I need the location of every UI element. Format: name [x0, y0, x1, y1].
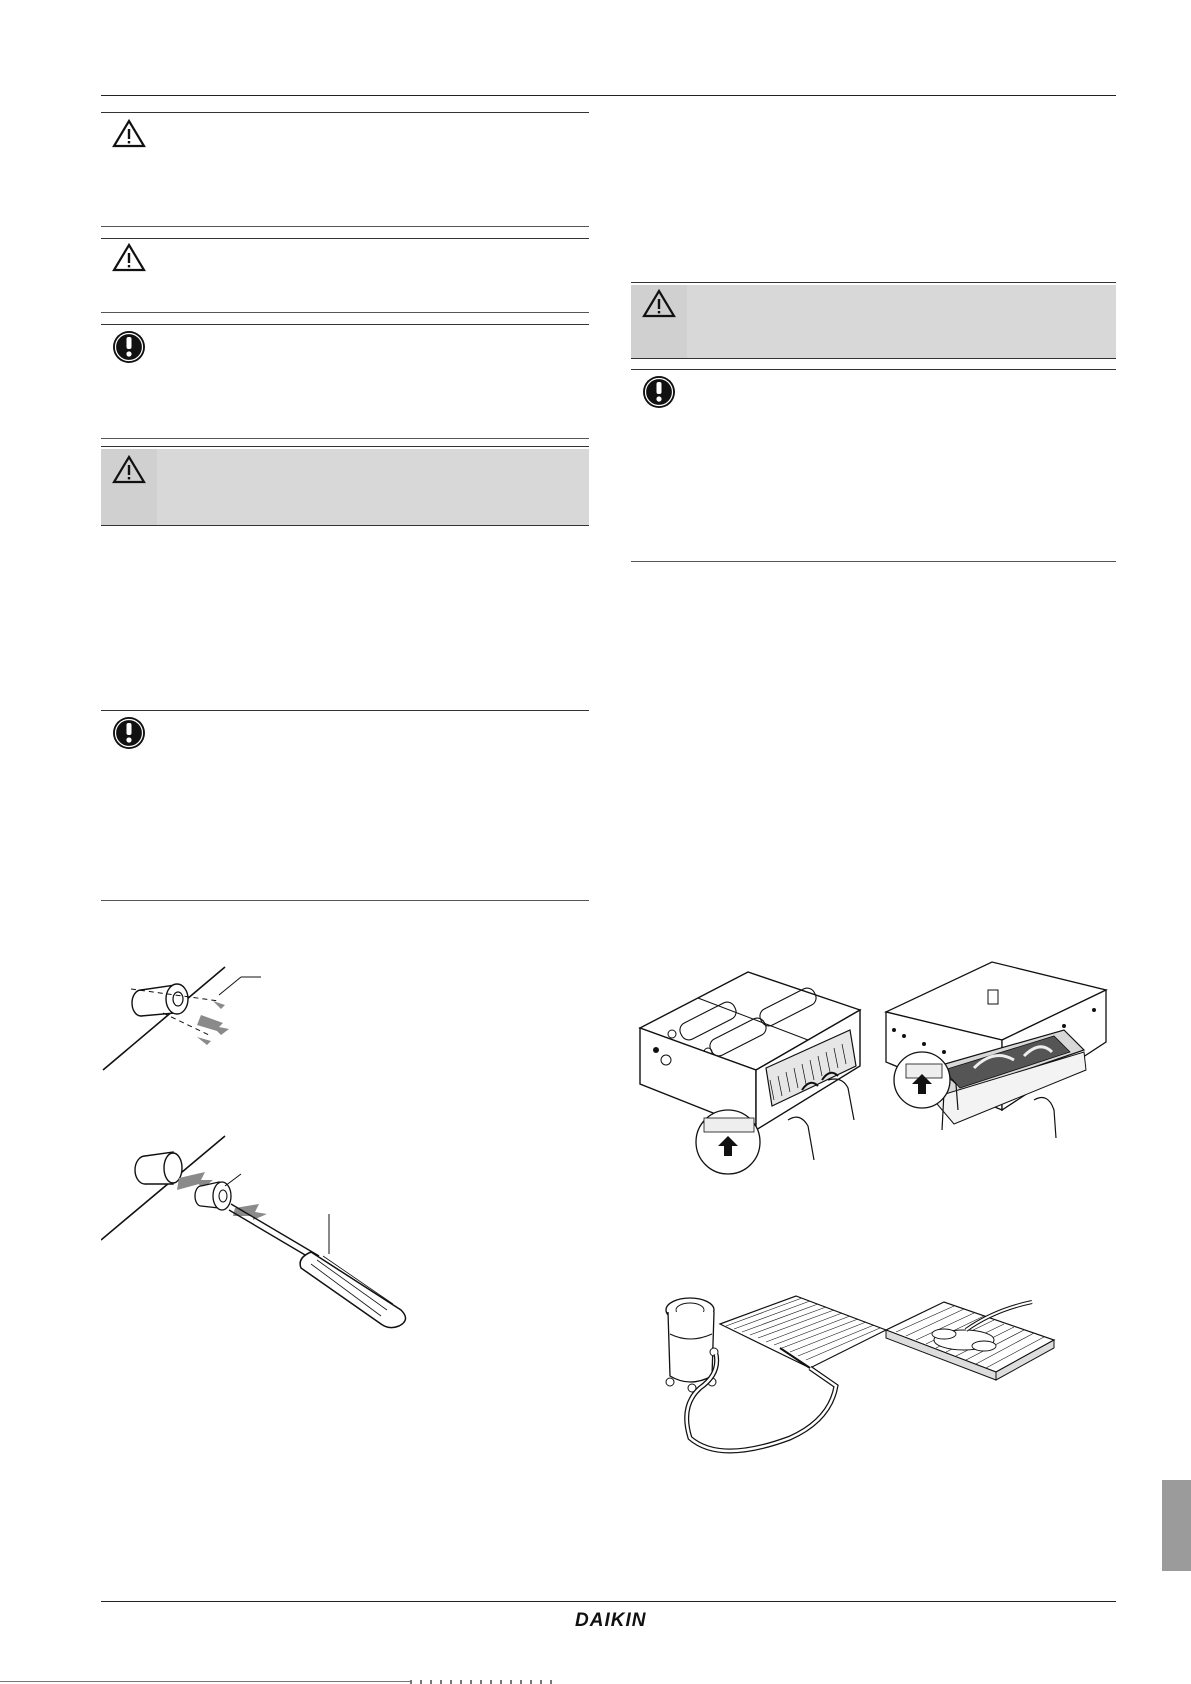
pipe-insulation-removal-figure [101, 955, 281, 1075]
caution-notice-1 [101, 114, 157, 226]
warning-notice-2 [631, 286, 687, 326]
notice-top-rule [631, 282, 1116, 283]
unit-filter-removal-figure [638, 970, 870, 1180]
daikin-logo: DAIKIN [575, 1610, 647, 1631]
warning-triangle-icon [101, 114, 157, 154]
notice-bottom-rule [631, 358, 1116, 359]
footer-rule [101, 1601, 1116, 1602]
warning-notice-box [631, 285, 1116, 358]
notice-top-rule [101, 112, 589, 113]
pipe-insulation-screwdriver-figure [101, 1134, 421, 1334]
notice-bottom-rule [631, 561, 1116, 562]
important-notice-2 [101, 712, 157, 900]
notice-bottom-rule [101, 438, 589, 439]
notice-top-rule [101, 446, 589, 447]
notice-top-rule [101, 324, 589, 325]
warning-triangle-icon [101, 240, 157, 280]
exclamation-circle-icon [631, 371, 687, 415]
notice-bottom-rule [101, 312, 589, 313]
section-side-tab [1162, 1480, 1191, 1571]
caution-notice-2 [101, 240, 157, 312]
important-notice-3 [631, 371, 687, 561]
notice-bottom-rule [101, 900, 589, 901]
notice-bottom-rule [101, 525, 589, 526]
bottom-edge-marks [0, 1680, 600, 1684]
important-notice-1 [101, 326, 157, 438]
warning-notice-1 [101, 452, 157, 492]
filter-washing-figure [884, 1300, 1060, 1412]
exclamation-circle-icon [101, 326, 157, 370]
exclamation-circle-icon [101, 712, 157, 756]
notice-top-rule [101, 710, 589, 711]
warning-triangle-icon [101, 452, 157, 492]
vacuum-cleaner-filter-figure [660, 1288, 886, 1464]
notice-top-rule [631, 369, 1116, 370]
unit-filter-slide-figure [884, 960, 1116, 1140]
notice-top-rule [101, 238, 589, 239]
warning-triangle-icon [631, 286, 687, 326]
warning-notice-box [101, 449, 589, 525]
notice-bottom-rule [101, 226, 589, 227]
header-rule [101, 95, 1116, 96]
